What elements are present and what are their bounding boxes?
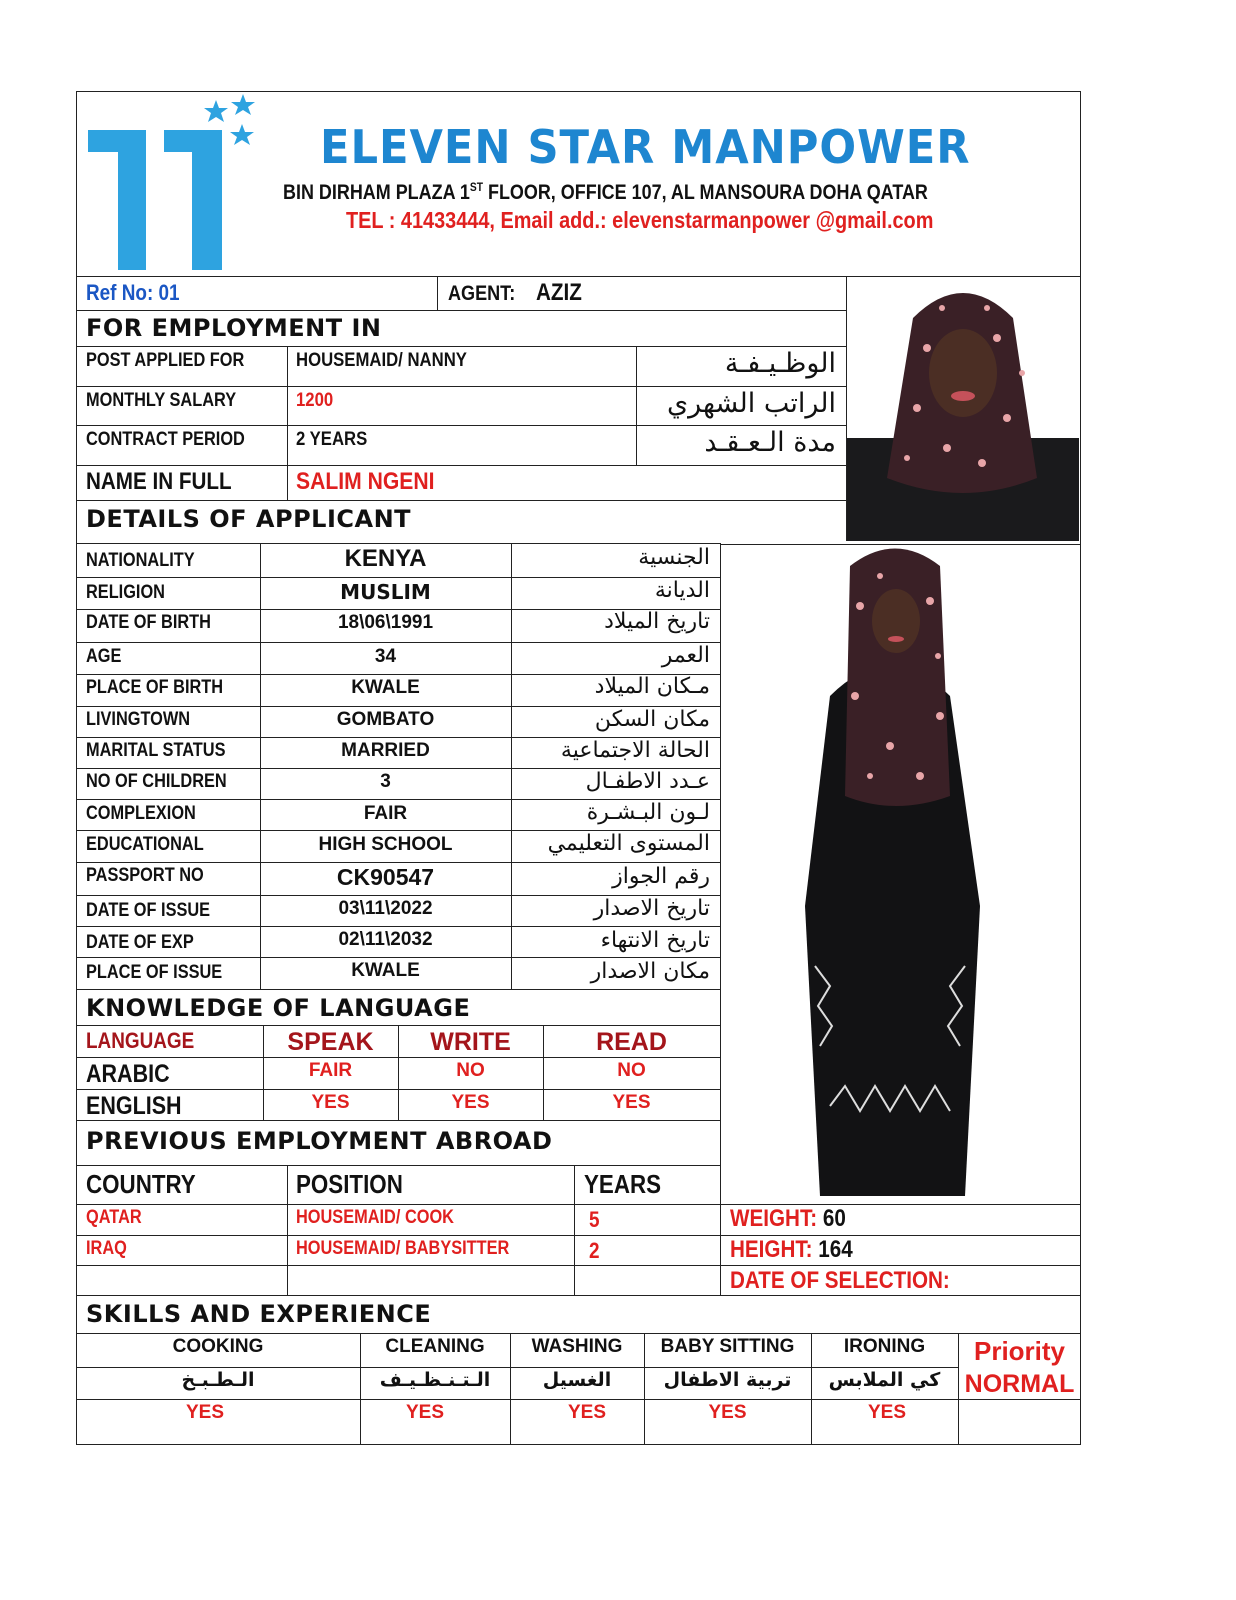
skill-arabic: الغسيل	[542, 1369, 612, 1391]
height-value: 164	[818, 1236, 853, 1263]
priority-label: Priority	[973, 1336, 1066, 1366]
weight	[730, 1205, 846, 1233]
detail-label: EDUCATIONAL	[86, 834, 204, 855]
detail-arabic: تاريخ الانتهاء	[600, 928, 710, 953]
address-superscript: ST	[469, 180, 483, 194]
address-part: FLOOR, OFFICE 107, AL MANSOURA DOHA QATAR	[482, 181, 928, 204]
height	[730, 1236, 853, 1264]
name-label: NAME IN FULL	[86, 468, 232, 495]
detail-value: KENYA	[344, 545, 427, 572]
detail-label: RELIGION	[86, 582, 165, 603]
contract-label: CONTRACT PERIOD	[86, 429, 245, 450]
address-part: BIN DIRHAM PLAZA 1	[283, 181, 470, 204]
detail-label: COMPLEXION	[86, 803, 196, 824]
read-value: YES	[612, 1092, 651, 1113]
date-of-selection-label: DATE OF SELECTION:	[730, 1267, 950, 1294]
employment-heading: FOR EMPLOYMENT IN	[86, 314, 382, 342]
detail-label: AGE	[86, 646, 122, 667]
country-col-header: COUNTRY	[86, 1169, 196, 1199]
detail-value: HIGH SCHOOL	[318, 834, 453, 855]
previous-years: 2	[589, 1238, 600, 1263]
company-logo	[86, 94, 256, 272]
detail-label: MARITAL STATUS	[86, 740, 226, 761]
previous-years: 5	[589, 1207, 600, 1232]
details-heading: DETAILS OF APPLICANT	[86, 505, 412, 533]
previous-heading: PREVIOUS EMPLOYMENT ABROAD	[86, 1127, 553, 1155]
previous-position: HOUSEMAID/ BABYSITTER	[296, 1238, 510, 1259]
skill-arabic: تربية الاطفال	[663, 1369, 792, 1391]
detail-value: GOMBATO	[336, 709, 435, 730]
speak-col-header: SPEAK	[287, 1028, 374, 1056]
language-heading: KNOWLEDGE OF LANGUAGE	[86, 994, 471, 1022]
ref-label: Ref No:	[86, 280, 154, 305]
skill-arabic: كي الملابس	[828, 1369, 941, 1391]
write-value: YES	[451, 1092, 490, 1113]
post-arabic: الوظـيـفـة	[724, 348, 836, 379]
read-value: NO	[617, 1060, 646, 1081]
skills-heading: SKILLS AND EXPERIENCE	[86, 1300, 432, 1328]
skill-name: CLEANING	[385, 1336, 485, 1357]
previous-position: HOUSEMAID/ COOK	[296, 1207, 454, 1228]
write-col-header: WRITE	[430, 1028, 511, 1056]
detail-arabic: لـون البـشـرة	[586, 800, 710, 825]
contract-value: 2 YEARS	[296, 429, 368, 450]
salary-value: 1200	[296, 390, 334, 411]
skill-value: YES	[405, 1402, 445, 1423]
weight-label: WEIGHT:	[730, 1205, 818, 1232]
detail-value: 03\11\2022	[338, 898, 433, 919]
detail-value: KWALE	[351, 960, 420, 981]
years-col-header: YEARS	[584, 1169, 662, 1199]
detail-arabic: عـدد الاطفـال	[585, 769, 710, 794]
detail-arabic: الحالة الاجتماعية	[560, 738, 710, 763]
detail-arabic: الجنسية	[638, 545, 710, 570]
agent-label: AGENT:	[448, 282, 516, 305]
detail-label: PLACE OF BIRTH	[86, 677, 224, 698]
detail-arabic: رقم الجواز	[612, 864, 710, 889]
post-label: POST APPLIED FOR	[86, 350, 245, 371]
skill-value: YES	[708, 1402, 747, 1423]
skill-arabic: الـطـبـخ	[181, 1369, 255, 1391]
detail-value: 02\11\2032	[338, 929, 433, 950]
detail-value: MUSLIM	[340, 580, 431, 604]
name-value: SALIM NGENI	[296, 468, 435, 495]
position-col-header: POSITION	[296, 1169, 403, 1199]
speak-value: YES	[311, 1092, 350, 1113]
detail-arabic: تاريخ الاصدار	[593, 896, 710, 921]
detail-arabic: مكان السكن	[594, 707, 710, 732]
company-address	[283, 180, 928, 205]
skill-value: YES	[185, 1402, 225, 1423]
company-name: ELEVEN STAR MANPOWER	[320, 120, 971, 174]
detail-arabic: تاريخ الميلاد	[604, 609, 710, 634]
detail-value: 18\06\1991	[337, 612, 434, 633]
detail-arabic: العمر	[661, 643, 710, 668]
write-value: NO	[456, 1060, 485, 1081]
skill-name: COOKING	[172, 1336, 264, 1357]
detail-value: FAIR	[363, 803, 408, 824]
language-name: ARABIC	[86, 1060, 170, 1088]
skill-name: BABY SITTING	[660, 1336, 795, 1357]
priority-value: NORMAL	[964, 1370, 1075, 1398]
skill-arabic: الـتـنـظـيـف	[379, 1369, 491, 1391]
detail-label: PASSPORT NO	[86, 865, 204, 886]
agent-value: AZIZ	[536, 279, 582, 306]
salary-label: MONTHLY SALARY	[86, 390, 237, 411]
detail-arabic: الديانة	[654, 578, 710, 603]
contract-arabic: مدة الـعـقـد	[704, 427, 836, 458]
skill-value: YES	[567, 1402, 607, 1423]
detail-label: LIVINGTOWN	[86, 709, 191, 730]
detail-value: CK90547	[336, 864, 435, 890]
applicant-portrait-photo	[847, 278, 1079, 541]
weight-value: 60	[822, 1205, 846, 1232]
skill-value: YES	[867, 1402, 907, 1423]
detail-arabic: المستوى التعليمي	[547, 831, 710, 856]
detail-value: KWALE	[351, 677, 420, 698]
detail-value: MARRIED	[341, 740, 430, 761]
detail-value: 3	[380, 771, 391, 792]
detail-label: DATE OF BIRTH	[86, 612, 211, 633]
detail-value: 34	[374, 646, 397, 667]
height-label: HEIGHT:	[730, 1236, 813, 1263]
salary-arabic: الراتب الشهري	[666, 388, 836, 419]
detail-label: DATE OF ISSUE	[86, 900, 211, 921]
ref-number	[86, 280, 180, 306]
detail-label: DATE OF EXP	[86, 932, 194, 953]
detail-label: NATIONALITY	[86, 550, 195, 571]
ref-value: 01	[158, 280, 180, 305]
skill-name: IRONING	[843, 1336, 926, 1357]
skill-name: WASHING	[531, 1336, 623, 1357]
language-name: ENGLISH	[86, 1092, 182, 1120]
detail-label: PLACE OF ISSUE	[86, 962, 223, 983]
detail-label: NO OF CHILDREN	[86, 771, 227, 792]
language-col-header: LANGUAGE	[86, 1028, 195, 1053]
previous-country: IRAQ	[86, 1238, 127, 1259]
previous-country: QATAR	[86, 1207, 142, 1228]
applicant-full-photo	[790, 546, 1000, 1202]
detail-arabic: مـكان الميلاد	[594, 674, 710, 699]
post-value: HOUSEMAID/ NANNY	[296, 350, 467, 371]
speak-value: FAIR	[308, 1060, 353, 1081]
read-col-header: READ	[596, 1028, 667, 1056]
detail-arabic: مكان الاصدار	[590, 959, 710, 984]
company-contact: TEL : 41433444, Email add.: elevenstarmanpower @gmail.com	[346, 207, 934, 233]
